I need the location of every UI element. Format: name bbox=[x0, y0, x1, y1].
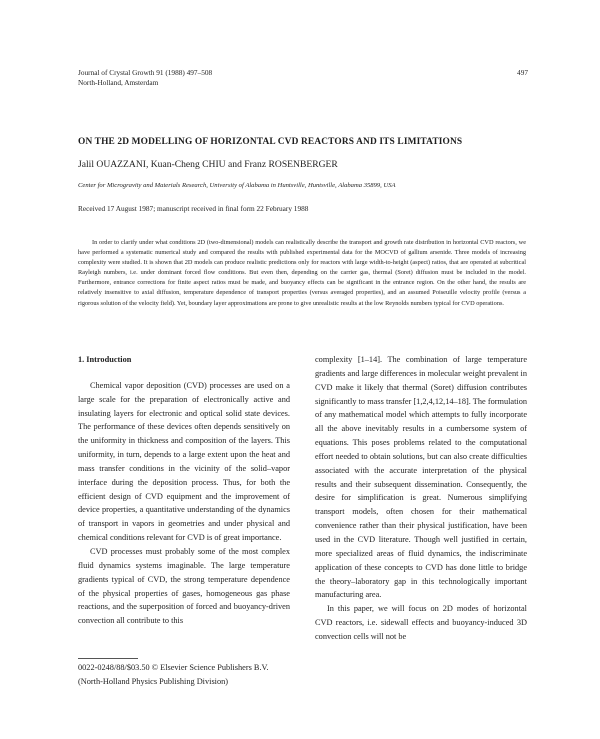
footer-divider bbox=[78, 658, 138, 659]
publisher-line: North-Holland, Amsterdam bbox=[78, 78, 159, 87]
author-affiliation: Center for Microgravity and Materials Research, University of Alabama in Huntsville, Huntsville, Alabama 35899, USA bbox=[78, 182, 396, 189]
journal-name-line: Journal of Crystal Growth 91 (1988) 497–508 bbox=[78, 68, 213, 77]
copyright-line: 0022-0248/88/$03.50 © Elsevier Science Publishers B.V. bbox=[78, 663, 269, 672]
body-paragraph: Chemical vapor deposition (CVD) processes are used on a large scale for the preparation of electronically active and insulating layers for electronic and optical solid state devices. The performance of these devices often depends sensitively on the uniformity in thickness and composition of the layers. This uniformity, in turn, depends to a large extent upon the heat and mass transfer conditions in the vicinity of the solid–vapor interface during the deposition process. Thus, for both the efficient design of CVD equipment and the improvement of device properties, a quantitative understanding of the dynamics of transport in vapors in geometries and under physical and chemical conditions relevant for CVD is of great importance. bbox=[78, 380, 290, 543]
copyright-footer bbox=[78, 661, 290, 688]
body-paragraph-continued: complexity [1–14]. The combination of large temperature gradients and large differences in molecular weight prevalent in CVD make it likely that thermal (Soret) diffusion contributes significantly to mass transfer [1,2,4,12,14–18]. The formulation of any mathematical model which attempts to fully incorporate all the above inevitably results in a cumbersome system of equations. This poses problems related to the computational effort needed to obtain solutions, but can also create difficulties associated with the accurate interpretation of the physical results and their subsequent dissemination. Consequently, the desire for simplification is great. Numerous simplifying transport models, often chosen for their mathematical convenience rather than their physical justification, have been used in the CVD literature. Though well justified in certain, more specialized areas of fluid dynamics, the indiscriminate application of these concepts to CVD has done little to bridge the theory–laboratory gap in this technologically important manufacturing area. bbox=[315, 355, 527, 600]
abstract: In order to clarify under what conditions 2D (two-dimensional) models can realistically describe the transport and growth rate distribution in horizontal CVD reactors, we have performed a systematic numerical study and compared the results with published experimental data for the MOCVD of gallium arsenide. Three models of increasing complexity were studied. It is shown that 2D models can produce realistic predictions only for reactors with large width-to-height (aspect) ratios, that are operated at subcritical Rayleigh numbers, i.e. under dominant forced flow conditions. But even then, depending on the carrier gas, thermal (Soret) diffusion must be included in the model. Furthermore, entrance corrections for finite aspect ratios must be made, and buoyancy effects can be significant in the entrance region. On the other hand, the results are relatively insensitive to axial diffusion, temperature dependence of transport properties (versus averaged properties), and an assumed Poiseuille velocity profile (versus a rigorous solution of the velocity field). Yet, boundary layer approximations are prone to give unrealistic results at the low Reynolds numbers typical for CVD operations. bbox=[78, 239, 526, 307]
left-column bbox=[78, 353, 290, 628]
right-column bbox=[315, 353, 527, 644]
received-dates: Received 17 August 1987; manuscript received in final form 22 February 1988 bbox=[78, 204, 309, 213]
article-title: ON THE 2D MODELLING OF HORIZONTAL CVD REACTORS AND ITS LIMITATIONS bbox=[78, 137, 463, 147]
body-paragraph: CVD processes must probably some of the most complex fluid dynamics systems imaginable. The large temperature gradients typical of CVD, the strong temperature dependence of the physical properties of gases, homogeneous gas phase reactions, and the superposition of forced and buoyancy-driven convection all contribute to this bbox=[78, 546, 290, 626]
page-number: 497 bbox=[517, 68, 528, 77]
journal-citation bbox=[78, 68, 212, 88]
division-line: (North-Holland Physics Publishing Division) bbox=[78, 676, 229, 686]
article-authors: Jalil OUAZZANI, Kuan-Cheng CHIU and Franz ROSENBERGER bbox=[78, 159, 338, 170]
body-paragraph: In this paper, we will focus on 2D modes of horizontal CVD reactors, i.e. sidewall effects and buoyancy-induced 3D convection cells will not be bbox=[315, 604, 527, 641]
section-heading-introduction: 1. Introduction bbox=[78, 355, 132, 364]
